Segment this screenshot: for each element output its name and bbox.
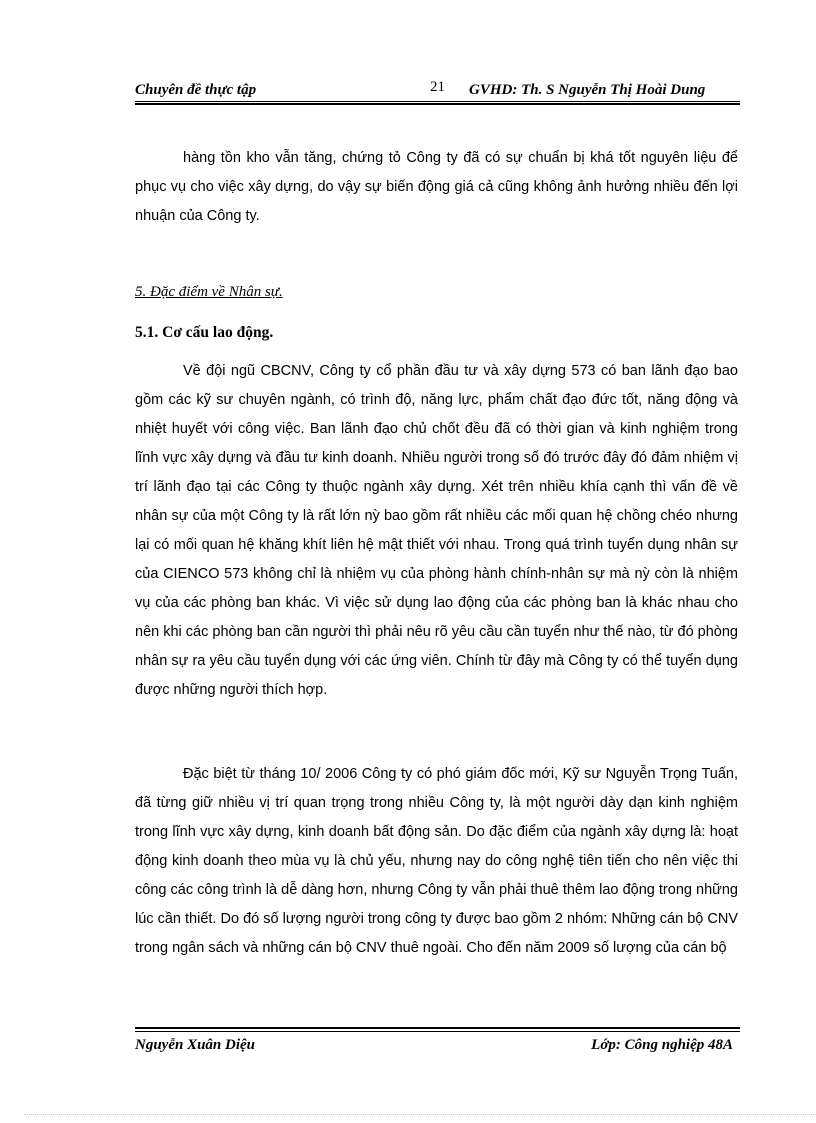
page-edge <box>24 1114 816 1115</box>
paragraph: Đặc biệt từ tháng 10/ 2006 Công ty có phó giám đốc mới, Kỹ sư Nguyễn Trọng Tuấn, đã từng giữ nhiều vị trí quan trọng trong nhiều Công ty, là một người dày dạn kinh nghiệm trong lĩnh vực xây dựng, kinh doanh bất động sản. Do đặc điểm của ngành xây dựng là: hoạt động kinh doanh theo mùa vụ là chủ yếu, nhưng nay do công nghệ tiên tiến cho nên việc thi công các công trình là dễ dàng hơn, nhưng Công ty vẫn phải thuê thêm lao động trong những lúc cần thiết. Do đó số lượng người trong công ty được bao gồm 2 nhóm: Những cán bộ CNV trong ngân sách và những cán bộ CNV thuê ngoài. Cho đến năm 2009 số lượng của cán bộ <box>135 766 738 956</box>
section-title: 5. Đặc điểm về Nhân sự. <box>135 284 283 300</box>
footer-rule <box>135 1031 740 1032</box>
footer-class: Lớp: Công nghiệp 48A <box>591 1037 733 1053</box>
footer-rule-thick <box>135 1027 740 1029</box>
header-rule-thick <box>135 103 740 105</box>
subsection-title: 5.1. Cơ cấu lao động. <box>135 324 274 341</box>
header-supervisor: GVHD: Th. S Nguyễn Thị Hoài Dung <box>469 82 706 98</box>
page-number: 21 <box>430 79 445 95</box>
paragraph: Về đội ngũ CBCNV, Công ty cổ phần đầu tư và xây dựng 573 có ban lãnh đạo bao gồm các kỹ sư chuyên ngành, có trình độ, năng lực, phẩm chất đạo đức tốt, năng động và nhiệt huyết với công việc. Ban lãnh đạo chủ chốt đều đã có thời gian và kinh nghiệm trong lĩnh vực xây dựng và đầu tư kinh doanh. Nhiều người trong số đó trước đây đó đảm nhiệm vị trí lãnh đạo tại các Công ty thuộc ngành xây dựng. Xét trên nhiều khía cạnh thì vấn đề về nhân sự của một Công ty là rất lớn nỳ bao gồm rất nhiều các mối quan hệ chồng chéo nhưng lại có mối quan hệ khăng khít liên hệ mật thiết với nhau. Trong quá trình tuyển dụng nhân sự của CIENCO 573 không chỉ là nhiệm vụ của phòng hành chính-nhân sự mà nỳ còn là nhiệm vụ của các phòng ban khác. Vì việc sử dụng lao động của các phòng ban là khác nhau cho nên khi các phòng ban cần người thì phải nêu rõ yêu cầu cần tuyển như thế nào, từ đó phòng nhân sự ra yêu cầu tuyển dụng với các ứng viên. Chính từ đây mà Công ty có thể tuyển dụng được những người thích hợp. <box>135 363 738 698</box>
footer-author: Nguyễn Xuân Diệu <box>135 1037 256 1053</box>
header-rule <box>135 101 740 102</box>
header-report-title: Chuyên đề thực tập <box>135 82 257 98</box>
paragraph: hàng tồn kho vẫn tăng, chứng tỏ Công ty đã có sự chuẩn bị khá tốt nguyên liệu để phục vụ cho việc xây dựng, do vậy sự biến động giá cả cũng không ảnh hưởng nhiều đến lợi nhuận của Công ty. <box>135 150 738 224</box>
